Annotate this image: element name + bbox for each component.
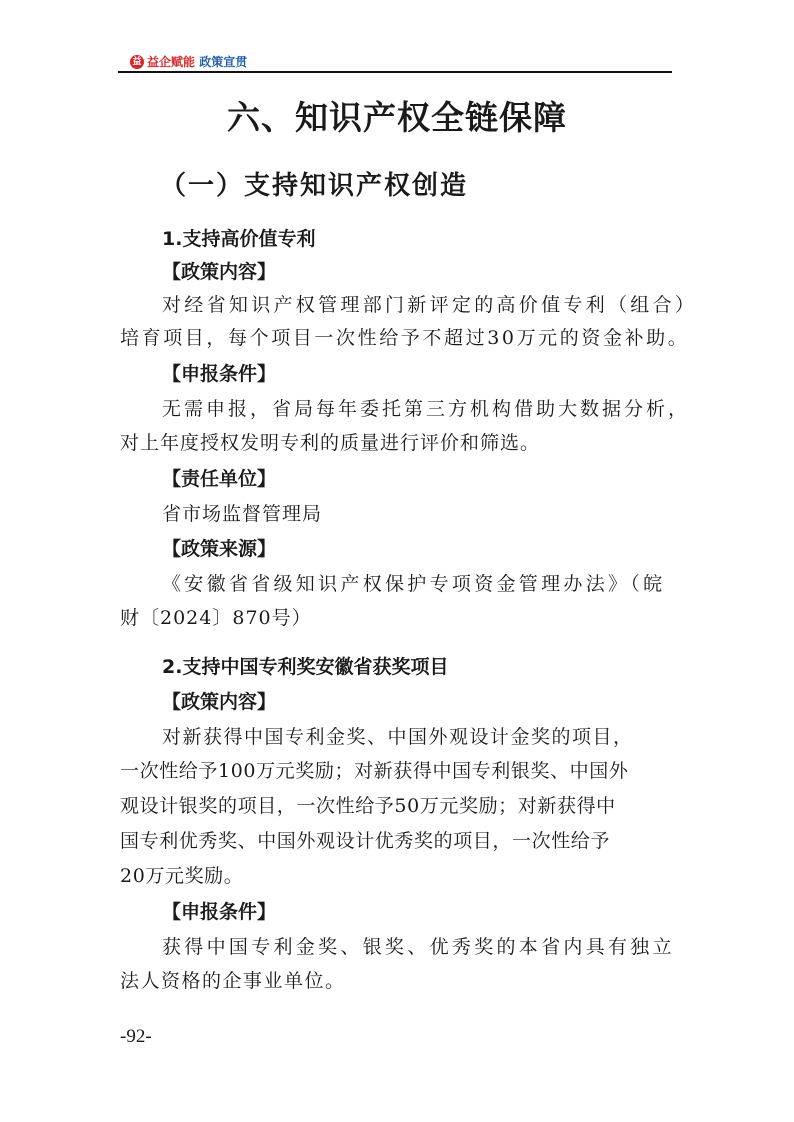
brand-name [147, 53, 247, 70]
item-2-policy-line-2: 一次性给予100万元奖励；对新获得中国专利银奖、中国外 [120, 760, 629, 782]
item-2-condition-line-1: 获得中国专利金奖、银奖、优秀奖的本省内具有独立 [162, 936, 675, 958]
item-2-policy-label: 【政策内容】 [162, 691, 277, 713]
item-1-condition-line-1: 无需申报，省局每年委托第三方机构借助大数据分析， [162, 398, 691, 420]
item-2-policy-line-3: 观设计银奖的项目，一次性给予50万元奖励；对新获得中 [120, 795, 616, 817]
item-1-condition-line-2: 对上年度授权发明专利的质量进行评价和筛选。 [120, 432, 541, 454]
item-1-policy-label: 【政策内容】 [162, 261, 277, 283]
brand-logo [130, 53, 247, 70]
item-2-condition-line-2: 法人资格的企事业单位。 [120, 970, 346, 992]
brand-name-a: 益企赋能 [147, 55, 196, 69]
page-header [118, 50, 672, 74]
item-1-source-line-2: 财〔2024〕870号） [120, 607, 312, 629]
header-rule [118, 71, 672, 73]
item-1-unit-label: 【责任单位】 [162, 468, 277, 490]
item-1-policy-line-2: 培育项目，每个项目一次性给予不超过30万元的资金补助。 [120, 327, 690, 349]
page-title: 六、知识产权全链保障 [227, 98, 567, 137]
item-2-policy-line-5: 20万元奖励。 [120, 865, 244, 887]
item-1-unit-text: 省市场监督管理局 [162, 503, 323, 525]
item-1-policy-line-1: 对经省知识产权管理部门新评定的高价值专利（组合） [162, 294, 698, 316]
item-1-source-label: 【政策来源】 [162, 538, 277, 560]
item-2-condition-label: 【申报条件】 [162, 901, 277, 923]
brand-logo-icon: 益 [130, 55, 144, 69]
item-2-title: 2.支持中国专利奖安徽省获奖项目 [162, 656, 449, 678]
item-2-policy-line-4: 国专利优秀奖、中国外观设计优秀奖的项目，一次性给予 [120, 830, 611, 852]
item-1-title: 1.支持高价值专利 [162, 228, 316, 250]
section-title: （一）支持知识产权创造 [160, 171, 469, 201]
item-1-condition-label: 【申报条件】 [162, 363, 277, 385]
item-1-source-line-1: 《安徽省省级知识产权保护专项资金管理办法》（皖 [162, 573, 666, 595]
page-number: -92- [120, 1026, 152, 1047]
brand-name-b: 政策宣贯 [199, 55, 248, 69]
item-2-policy-line-1: 对新获得中国专利金奖、中国外观设计金奖的项目， [162, 726, 634, 748]
